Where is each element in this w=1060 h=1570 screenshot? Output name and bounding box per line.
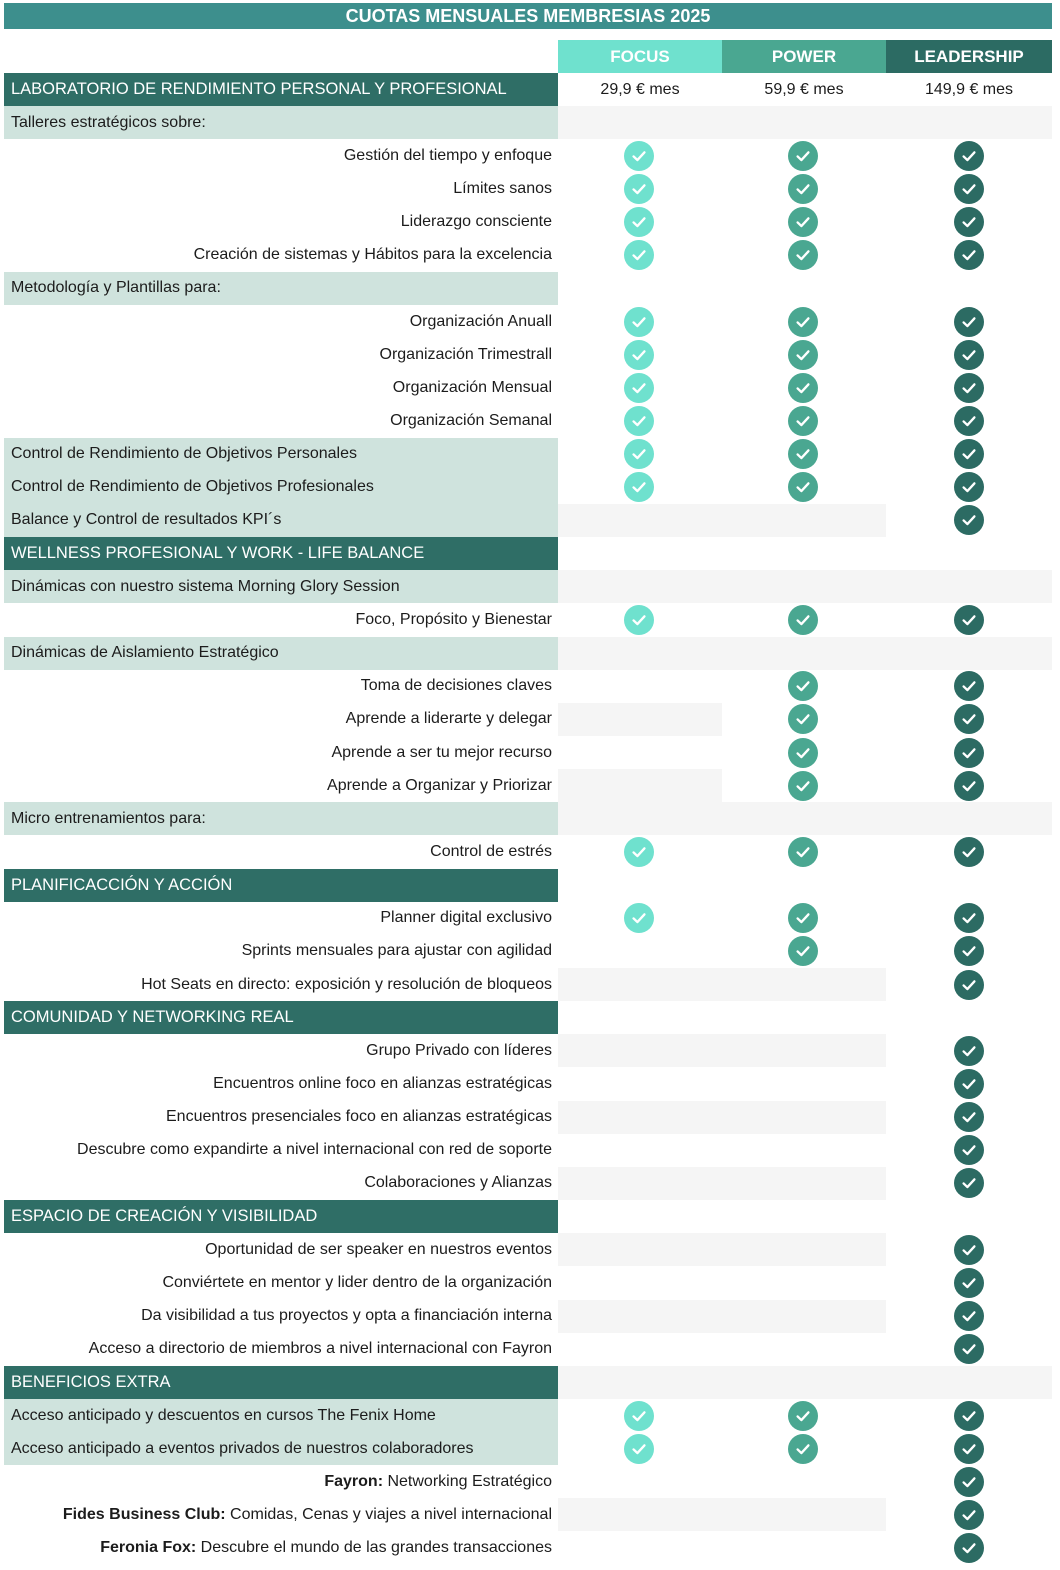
check-icon-leadership [954, 1500, 984, 1530]
check-icon-leadership [954, 1401, 984, 1431]
table-row [0, 1134, 1060, 1167]
price-focus: 29,9 € mes [600, 80, 680, 98]
cell-shading [722, 1101, 886, 1134]
check-icon-leadership [954, 671, 984, 701]
subheading-label: Acceso anticipado a eventos privados de nuestros colaboradores [4, 1432, 558, 1465]
feature-label: Descubre como expandirte a nivel internacional con red de soporte [77, 1141, 552, 1159]
check-icon-leadership [954, 738, 984, 768]
table-row [0, 637, 1060, 670]
feature-label: Hot Seats en directo: exposición y resolución de bloqueos [141, 975, 552, 993]
cell-shading [558, 637, 722, 670]
section-row [0, 1200, 1060, 1233]
check-icon-focus [624, 240, 654, 270]
cell-shading [722, 106, 886, 139]
check-icon-focus [624, 406, 654, 436]
check-icon-leadership [954, 1334, 984, 1364]
page-title: CUOTAS MENSUALES MEMBRESIAS 2025 [4, 3, 1052, 29]
cell-shading [558, 504, 722, 537]
cell-shading [558, 769, 722, 802]
table-row [0, 1233, 1060, 1266]
table-row [0, 371, 1060, 404]
check-icon-leadership [954, 1533, 984, 1563]
cell-shading [886, 106, 1052, 139]
check-icon-leadership [954, 406, 984, 436]
check-icon-focus [624, 472, 654, 502]
cell-shading [886, 1366, 1052, 1399]
feature-label: Organización Trimestrall [379, 345, 552, 363]
check-icon-power [788, 340, 818, 370]
cell-shading [558, 968, 722, 1001]
feature-label: Gestión del tiempo y enfoque [343, 146, 552, 164]
subheading-label: Balance y Control de resultados KPI´s [4, 504, 558, 537]
table-row [0, 1532, 1060, 1565]
table-row [0, 1034, 1060, 1067]
check-icon-leadership [954, 970, 984, 1000]
feature-label: Organización Mensual [392, 378, 552, 396]
price-leadership: 149,9 € mes [924, 80, 1014, 98]
cell-shading [722, 1300, 886, 1333]
check-icon-power [788, 837, 818, 867]
section-row [0, 869, 1060, 902]
table-row [0, 1498, 1060, 1531]
check-icon-power [788, 1434, 818, 1464]
check-icon-focus [624, 141, 654, 171]
check-icon-power [788, 174, 818, 204]
table-row [0, 902, 1060, 935]
feature-label: Aprende a ser tu mejor recurso [331, 743, 552, 761]
check-icon-power [788, 936, 818, 966]
section-heading: LABORATORIO DE RENDIMIENTO PERSONAL Y PROFESIONAL [4, 73, 558, 106]
feature-label: Foco, Propósito y Bienestar [355, 610, 552, 628]
check-icon-leadership [954, 1069, 984, 1099]
cell-shading [722, 1167, 886, 1200]
table-row [0, 206, 1060, 239]
feature-label: Aprende a liderarte y delegar [345, 710, 552, 728]
check-icon-leadership [954, 771, 984, 801]
cell-shading [558, 106, 722, 139]
cell-shading [558, 1300, 722, 1333]
check-icon-power [788, 439, 818, 469]
subheading-label: Metodología y Plantillas para: [4, 272, 558, 305]
feature-text: Descubre el mundo de las grandes transacciones [196, 1539, 552, 1557]
check-icon-leadership [954, 505, 984, 535]
section-row [0, 537, 1060, 570]
cell-shading [722, 1498, 886, 1531]
table-row [0, 1465, 1060, 1498]
check-icon-power [788, 605, 818, 635]
feature-label: Creación de sistemas y Hábitos para la excelencia [193, 246, 552, 264]
cell-shading [558, 1167, 722, 1200]
check-icon-power [788, 903, 818, 933]
check-icon-leadership [954, 207, 984, 237]
cell-shading [722, 802, 886, 835]
check-icon-leadership [954, 472, 984, 502]
feature-label: Encuentros presenciales foco en alianzas estratégicas [166, 1108, 552, 1126]
check-icon-leadership [954, 1036, 984, 1066]
table-row [0, 438, 1060, 471]
table-row [0, 603, 1060, 636]
cell-shading [722, 968, 886, 1001]
check-icon-power [788, 704, 818, 734]
feature-text: Comidas, Cenas y viajes a nivel internacional [225, 1505, 552, 1523]
plan-header-power: POWER [722, 40, 886, 73]
table-row [0, 736, 1060, 769]
check-icon-focus [624, 903, 654, 933]
feature-label: Sprints mensuales para ajustar con agilidad [241, 942, 552, 960]
check-icon-leadership [954, 439, 984, 469]
table-row [0, 172, 1060, 205]
section-row [0, 1366, 1060, 1399]
table-row [0, 769, 1060, 802]
section-heading: COMUNIDAD Y NETWORKING REAL [4, 1001, 558, 1034]
check-icon-power [788, 671, 818, 701]
check-icon-focus [624, 174, 654, 204]
subheading-label: Dinámicas de Aislamiento Estratégico [4, 637, 558, 670]
check-icon-leadership [954, 1301, 984, 1331]
check-icon-leadership [954, 1268, 984, 1298]
table-row [0, 239, 1060, 272]
cell-shading [558, 1034, 722, 1067]
plan-header-leadership: LEADERSHIP [886, 40, 1052, 73]
cell-shading [886, 570, 1052, 603]
table-row [0, 1432, 1060, 1465]
table-row [0, 703, 1060, 736]
check-icon-focus [624, 207, 654, 237]
feature-label: Grupo Privado con líderes [366, 1041, 552, 1059]
feature-brand: Feronia Fox: [100, 1539, 197, 1557]
check-icon-leadership [954, 141, 984, 171]
cell-shading [558, 1366, 722, 1399]
table-row [0, 338, 1060, 371]
table-row [0, 670, 1060, 703]
feature-label [4, 1532, 558, 1565]
table-row [0, 1068, 1060, 1101]
check-icon-leadership [954, 936, 984, 966]
check-icon-leadership [954, 1434, 984, 1464]
check-icon-leadership [954, 1235, 984, 1265]
check-icon-leadership [954, 174, 984, 204]
feature-label: Toma de decisiones claves [360, 677, 552, 695]
check-icon-power [788, 240, 818, 270]
cell-shading [558, 1101, 722, 1134]
cell-shading [722, 570, 886, 603]
feature-label: Oportunidad de ser speaker en nuestros eventos [205, 1240, 552, 1258]
check-icon-leadership [954, 1467, 984, 1497]
section-heading: BENEFICIOS EXTRA [4, 1366, 558, 1399]
check-icon-power [788, 406, 818, 436]
check-icon-power [788, 373, 818, 403]
table-row [0, 405, 1060, 438]
cell-shading [886, 802, 1052, 835]
table-row [0, 1399, 1060, 1432]
table-row [0, 935, 1060, 968]
subheading-label: Control de Rendimiento de Objetivos Profesionales [4, 471, 558, 504]
check-icon-leadership [954, 1135, 984, 1165]
subheading-label: Micro entrenamientos para: [4, 802, 558, 835]
check-icon-power [788, 1401, 818, 1431]
feature-brand: Fayron: [324, 1472, 384, 1490]
table-row [0, 1266, 1060, 1299]
check-icon-focus [624, 373, 654, 403]
feature-label [4, 1498, 558, 1531]
feature-label: Colaboraciones y Alianzas [364, 1174, 552, 1192]
check-icon-leadership [954, 240, 984, 270]
check-icon-power [788, 207, 818, 237]
subheading-label: Control de Rendimiento de Objetivos Personales [4, 438, 558, 471]
table-row [0, 504, 1060, 537]
feature-label: Liderazgo consciente [400, 213, 552, 231]
cell-shading [722, 1034, 886, 1067]
check-icon-leadership [954, 704, 984, 734]
cell-shading [558, 570, 722, 603]
feature-text: Networking Estratégico [383, 1472, 552, 1490]
feature-label: Organización Semanal [390, 412, 552, 429]
check-icon-power [788, 472, 818, 502]
check-icon-power [788, 738, 818, 768]
feature-label: Encuentros online foco en alianzas estratégicas [213, 1075, 552, 1092]
table-row [0, 471, 1060, 504]
check-icon-leadership [954, 307, 984, 337]
check-icon-focus [624, 1434, 654, 1464]
section-heading: WELLNESS PROFESIONAL Y WORK - LIFE BALANCE [4, 537, 558, 570]
feature-label: Aprende a Organizar y Priorizar [327, 776, 552, 794]
feature-label: Conviértete en mentor y lider dentro de la organización [162, 1273, 552, 1291]
check-icon-leadership [954, 340, 984, 370]
table-row [0, 802, 1060, 835]
check-icon-power [788, 141, 818, 171]
feature-brand: Fides Business Club: [62, 1505, 226, 1523]
check-icon-focus [624, 307, 654, 337]
cell-shading [886, 637, 1052, 670]
check-icon-leadership [954, 1168, 984, 1198]
check-icon-power [788, 307, 818, 337]
table-row [0, 968, 1060, 1001]
table-row [0, 570, 1060, 603]
feature-label: Límites sanos [453, 179, 552, 197]
feature-label: Da visibilidad a tus proyectos y opta a financiación interna [141, 1307, 552, 1325]
cell-shading [558, 703, 722, 736]
table-row [0, 1167, 1060, 1200]
price-power: 59,9 € mes [764, 80, 844, 98]
check-icon-leadership [954, 1102, 984, 1132]
cell-shading [722, 504, 886, 537]
table-row [0, 272, 1060, 305]
check-icon-power [788, 771, 818, 801]
check-icon-leadership [954, 605, 984, 635]
feature-label: Planner digital exclusivo [380, 909, 552, 927]
subheading-label: Dinámicas con nuestro sistema Morning Glory Session [4, 570, 558, 603]
table-row [0, 1333, 1060, 1366]
cell-shading [722, 1233, 886, 1266]
check-icon-focus [624, 1401, 654, 1431]
subheading-label: Talleres estratégicos sobre: [4, 106, 558, 139]
check-icon-focus [624, 340, 654, 370]
feature-label: Organización Anuall [409, 312, 552, 330]
table-row [0, 1300, 1060, 1333]
section-row [0, 1001, 1060, 1034]
cell-shading [558, 802, 722, 835]
table-row [0, 1101, 1060, 1134]
feature-label: Control de estrés [430, 842, 552, 860]
check-icon-leadership [954, 837, 984, 867]
section-heading: ESPACIO DE CREACIÓN Y VISIBILIDAD [4, 1200, 558, 1233]
subheading-label: Acceso anticipado y descuentos en cursos The Fenix Home [4, 1399, 558, 1432]
check-icon-focus [624, 837, 654, 867]
check-icon-focus [624, 439, 654, 469]
cell-shading [722, 637, 886, 670]
check-icon-focus [624, 605, 654, 635]
plan-header-focus: FOCUS [558, 40, 722, 73]
feature-label [4, 1465, 558, 1498]
check-icon-leadership [954, 373, 984, 403]
table-row [0, 139, 1060, 172]
cell-shading [722, 1366, 886, 1399]
check-icon-leadership [954, 903, 984, 933]
table-row [0, 106, 1060, 139]
section-heading: PLANIFICACCIÓN Y ACCIÓN [4, 869, 558, 902]
table-row [0, 305, 1060, 338]
cell-shading [558, 1233, 722, 1266]
table-row [0, 835, 1060, 868]
cell-shading [558, 1498, 722, 1531]
feature-label: Acceso a directorio de miembros a nivel internacional con Fayron [88, 1340, 552, 1358]
